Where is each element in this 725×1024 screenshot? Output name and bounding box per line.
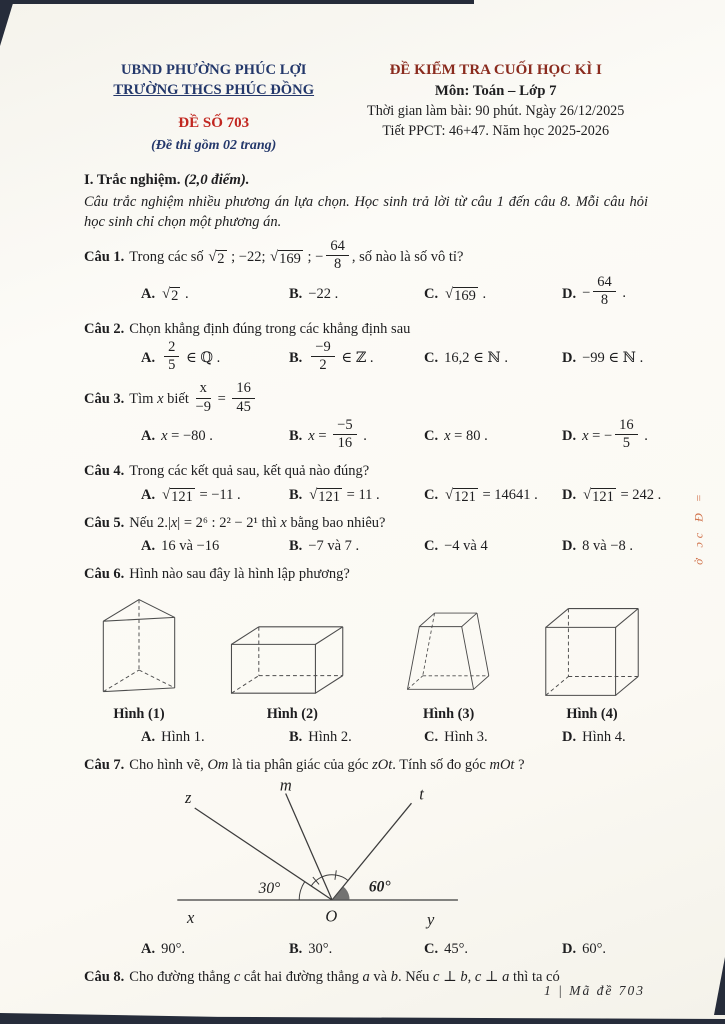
option-letter: B. bbox=[289, 728, 303, 745]
option-letter: B. bbox=[289, 538, 303, 555]
option-letter: A. bbox=[141, 728, 156, 745]
option-a bbox=[141, 284, 289, 304]
option-text: −22 . bbox=[308, 285, 339, 302]
option-c bbox=[424, 727, 562, 747]
figure-1-caption: Hình (1) bbox=[113, 705, 165, 722]
question-7-number: Câu 7. bbox=[84, 757, 125, 774]
option-text: √ 121 = −11 . bbox=[162, 486, 241, 505]
option-letter: D. bbox=[562, 538, 577, 555]
exam-code: ĐỀ SỐ 703 bbox=[178, 114, 250, 131]
question-5-options bbox=[84, 536, 648, 556]
option-text: √ 121 = 242 . bbox=[583, 486, 662, 505]
angle-diagram bbox=[131, 779, 601, 929]
cuboid-figure bbox=[227, 619, 357, 701]
question-3 bbox=[84, 380, 648, 453]
option-letter: C. bbox=[424, 285, 439, 302]
question-2-options bbox=[84, 338, 648, 375]
page-footer: 1 | Mã đề 703 bbox=[544, 983, 645, 998]
question-4-options bbox=[84, 485, 662, 505]
question-7 bbox=[84, 755, 648, 959]
figure-4-block bbox=[540, 601, 644, 724]
option-text: x = − $\frac{16}{5}$ . bbox=[582, 416, 648, 451]
section-title: I. Trắc nghiệm. bbox=[84, 172, 181, 189]
question-6-figures bbox=[84, 585, 648, 724]
trapezoidal-prism-figure bbox=[399, 598, 499, 701]
option-letter: A. bbox=[141, 428, 156, 445]
figure-3-block bbox=[399, 598, 499, 724]
header-right-column bbox=[343, 60, 648, 155]
option-d bbox=[562, 727, 648, 747]
option-letter: D. bbox=[562, 486, 577, 503]
option-c bbox=[424, 485, 562, 505]
question-1-text: Trong các số √ 2 ; −22; √ 169 ; − $\frac{64}{8}$ , số nào là số vô tỉ? bbox=[129, 237, 464, 272]
option-letter: C. bbox=[424, 428, 439, 445]
ray-m-label: m bbox=[279, 779, 292, 795]
question-7-line bbox=[84, 755, 648, 775]
option-text: 45°. bbox=[444, 940, 469, 957]
question-8-number: Câu 8. bbox=[84, 968, 125, 985]
option-text: 16,2 ∈ ℕ . bbox=[444, 350, 508, 367]
question-6 bbox=[84, 564, 648, 747]
question-5-text: Nếu 2.|x| = 2⁶ : 2² − 2¹ thì x bằng bao nhiêu? bbox=[129, 514, 386, 531]
question-7-text: Cho hình vẽ, Om là tia phân giác của góc zOt. Tính số đo góc mOt ? bbox=[129, 757, 525, 774]
question-1-options bbox=[84, 274, 648, 310]
option-text: √ 2 . bbox=[162, 285, 189, 304]
figure-2-caption: Hình (2) bbox=[266, 705, 318, 722]
option-b bbox=[289, 727, 424, 747]
option-letter: A. bbox=[141, 940, 156, 957]
option-text: 60°. bbox=[582, 940, 607, 957]
exam-period: Tiết PPCT: 46+47. Năm học 2025-2026 bbox=[382, 122, 610, 139]
header-left-column bbox=[84, 60, 343, 155]
option-letter: C. bbox=[424, 350, 439, 367]
option-letter: A. bbox=[141, 350, 156, 367]
option-text: Hình 2. bbox=[308, 728, 352, 745]
question-4 bbox=[84, 461, 662, 505]
exam-subject: Môn: Toán – Lớp 7 bbox=[434, 83, 557, 99]
question-6-line bbox=[84, 564, 648, 584]
option-letter: B. bbox=[289, 285, 303, 302]
option-text: −7 và 7 . bbox=[308, 538, 360, 555]
option-text: √ 169 . bbox=[445, 285, 487, 304]
question-8-text: Cho đường thẳng c cắt hai đường thẳng a và b. Nếu c ⊥ b, c ⊥ a thì ta có bbox=[129, 968, 560, 985]
option-a bbox=[141, 536, 289, 556]
question-1 bbox=[84, 237, 648, 311]
option-text: √ 121 = 11 . bbox=[309, 486, 380, 505]
option-letter: D. bbox=[562, 940, 577, 957]
question-1-number: Câu 1. bbox=[84, 248, 125, 265]
question-2-text: Chọn khẳng định đúng trong các khẳng định sau bbox=[129, 320, 411, 337]
option-d bbox=[562, 416, 648, 453]
option-text: 30°. bbox=[308, 940, 333, 957]
org-line-1: UBND PHƯỜNG PHÚC LỢI bbox=[120, 62, 307, 78]
option-text: Hình 3. bbox=[444, 728, 488, 745]
question-3-options bbox=[84, 416, 648, 453]
exam-title: ĐỀ KIỂM TRA CUỐI HỌC KÌ I bbox=[389, 62, 602, 78]
question-5 bbox=[84, 513, 648, 557]
cube-figure bbox=[540, 601, 644, 701]
option-a bbox=[141, 426, 289, 446]
vertex-O-label: O bbox=[325, 906, 338, 926]
option-text: x = −80 . bbox=[161, 428, 213, 445]
option-text: 16 và −16 bbox=[161, 538, 220, 555]
figure-2-block bbox=[227, 619, 357, 724]
question-6-text: Hình nào sau đây là hình lập phương? bbox=[129, 566, 350, 583]
scan-edge-bottom bbox=[0, 1013, 725, 1024]
option-text: − $\frac{64}{8}$ . bbox=[582, 274, 627, 309]
option-text: $\frac{-9}{2}$ ∈ ℤ . bbox=[308, 342, 373, 375]
option-c bbox=[424, 939, 562, 959]
option-letter: D. bbox=[562, 728, 577, 745]
option-b bbox=[289, 536, 424, 556]
question-7-figure bbox=[131, 779, 601, 935]
org-line-2: TRƯỜNG THCS PHÚC ĐỒNG bbox=[113, 82, 315, 99]
ray-z-label: z bbox=[185, 788, 192, 808]
question-4-line bbox=[84, 461, 648, 481]
triangular-prism-figure bbox=[92, 593, 186, 701]
question-3-line bbox=[84, 380, 648, 416]
section-heading bbox=[84, 170, 648, 191]
option-letter: B. bbox=[289, 940, 303, 957]
question-4-text: Trong các kết quả sau, kết quả nào đúng? bbox=[129, 463, 370, 480]
question-6-options bbox=[84, 727, 648, 747]
angle-labels bbox=[184, 779, 435, 929]
option-b bbox=[289, 485, 424, 505]
scan-edge-top bbox=[0, 0, 474, 4]
option-c bbox=[424, 348, 562, 368]
ray-t-label: t bbox=[419, 784, 424, 804]
option-d bbox=[562, 348, 648, 368]
question-6-number: Câu 6. bbox=[84, 566, 125, 583]
angle-30-label: 30° bbox=[258, 880, 281, 898]
option-text: 8 và −8 . bbox=[582, 538, 633, 555]
question-5-line bbox=[84, 513, 648, 533]
option-c bbox=[424, 536, 562, 556]
option-text: −99 ∈ ℕ . bbox=[582, 350, 644, 367]
ray-x-label: x bbox=[186, 908, 195, 928]
option-d bbox=[562, 485, 661, 505]
margin-handwriting: ở ɔc Đ = bbox=[691, 490, 706, 565]
ray-y-label: y bbox=[426, 910, 435, 930]
option-b bbox=[289, 939, 424, 959]
option-letter: B. bbox=[289, 486, 303, 503]
exam-pages-note: (Đề thi gồm 02 trang) bbox=[151, 137, 277, 153]
question-2 bbox=[84, 319, 648, 376]
option-text: 90°. bbox=[161, 940, 186, 957]
angle-rays bbox=[177, 794, 458, 900]
question-2-number: Câu 2. bbox=[84, 320, 125, 337]
question-7-options bbox=[84, 939, 648, 959]
scan-corner-top-left bbox=[0, 0, 14, 46]
question-3-text: Tìm x biết $\frac{x}{-9}$ = $\frac{16}{45}$ bbox=[129, 391, 258, 407]
option-d bbox=[562, 274, 648, 310]
option-c bbox=[424, 426, 562, 446]
option-letter: A. bbox=[141, 285, 156, 302]
option-letter: C. bbox=[424, 486, 439, 503]
option-text: $\frac{2}{5}$ ∈ ℚ . bbox=[161, 342, 220, 375]
option-letter: B. bbox=[289, 428, 303, 445]
exam-content bbox=[84, 60, 662, 987]
section-points: (2,0 điểm). bbox=[184, 172, 250, 189]
exam-time: Thời gian làm bài: 90 phút. Ngày 26/12/2025 bbox=[367, 102, 625, 119]
option-letter: B. bbox=[289, 350, 303, 367]
option-b bbox=[289, 284, 424, 304]
question-1-line bbox=[84, 237, 648, 274]
option-letter: C. bbox=[424, 538, 439, 555]
question-2-line bbox=[84, 319, 648, 339]
option-d bbox=[562, 939, 648, 959]
option-b bbox=[289, 338, 424, 375]
figure-3-caption: Hình (3) bbox=[423, 705, 475, 722]
option-text: √ 121 = 14641 . bbox=[445, 486, 538, 505]
question-4-number: Câu 4. bbox=[84, 463, 125, 480]
option-a bbox=[141, 727, 289, 747]
option-text: Hình 4. bbox=[582, 728, 626, 745]
section-instructions: Câu trắc nghiệm nhiều phương án lựa chọn. Học sinh trả lời từ câu 1 đến câu 8. Mỗi câu hỏi học sinh chỉ chọn một phương án. bbox=[84, 194, 648, 231]
option-text: −4 và 4 bbox=[444, 538, 488, 555]
option-c bbox=[424, 284, 562, 304]
question-3-number: Câu 3. bbox=[84, 391, 125, 408]
option-b bbox=[289, 416, 424, 453]
figure-1-block bbox=[92, 593, 186, 724]
option-letter: A. bbox=[141, 486, 156, 503]
option-letter: C. bbox=[424, 728, 439, 745]
option-a bbox=[141, 485, 289, 505]
scan-corner-bottom-right bbox=[714, 957, 725, 1015]
option-text: Hình 1. bbox=[161, 728, 205, 745]
question-5-number: Câu 5. bbox=[84, 514, 125, 531]
option-text: x = 80 . bbox=[444, 428, 488, 445]
option-d bbox=[562, 536, 648, 556]
angle-60-label: 60° bbox=[368, 878, 391, 896]
option-text: x = $\frac{-5}{16}$ . bbox=[308, 416, 367, 451]
option-letter: D. bbox=[562, 285, 577, 302]
option-letter: A. bbox=[141, 538, 156, 555]
exam-header bbox=[84, 60, 648, 155]
option-letter: D. bbox=[562, 350, 577, 367]
figure-4-caption: Hình (4) bbox=[566, 705, 618, 722]
option-letter: C. bbox=[424, 940, 439, 957]
option-a bbox=[141, 338, 289, 375]
option-a bbox=[141, 939, 289, 959]
option-letter: D. bbox=[562, 428, 577, 445]
